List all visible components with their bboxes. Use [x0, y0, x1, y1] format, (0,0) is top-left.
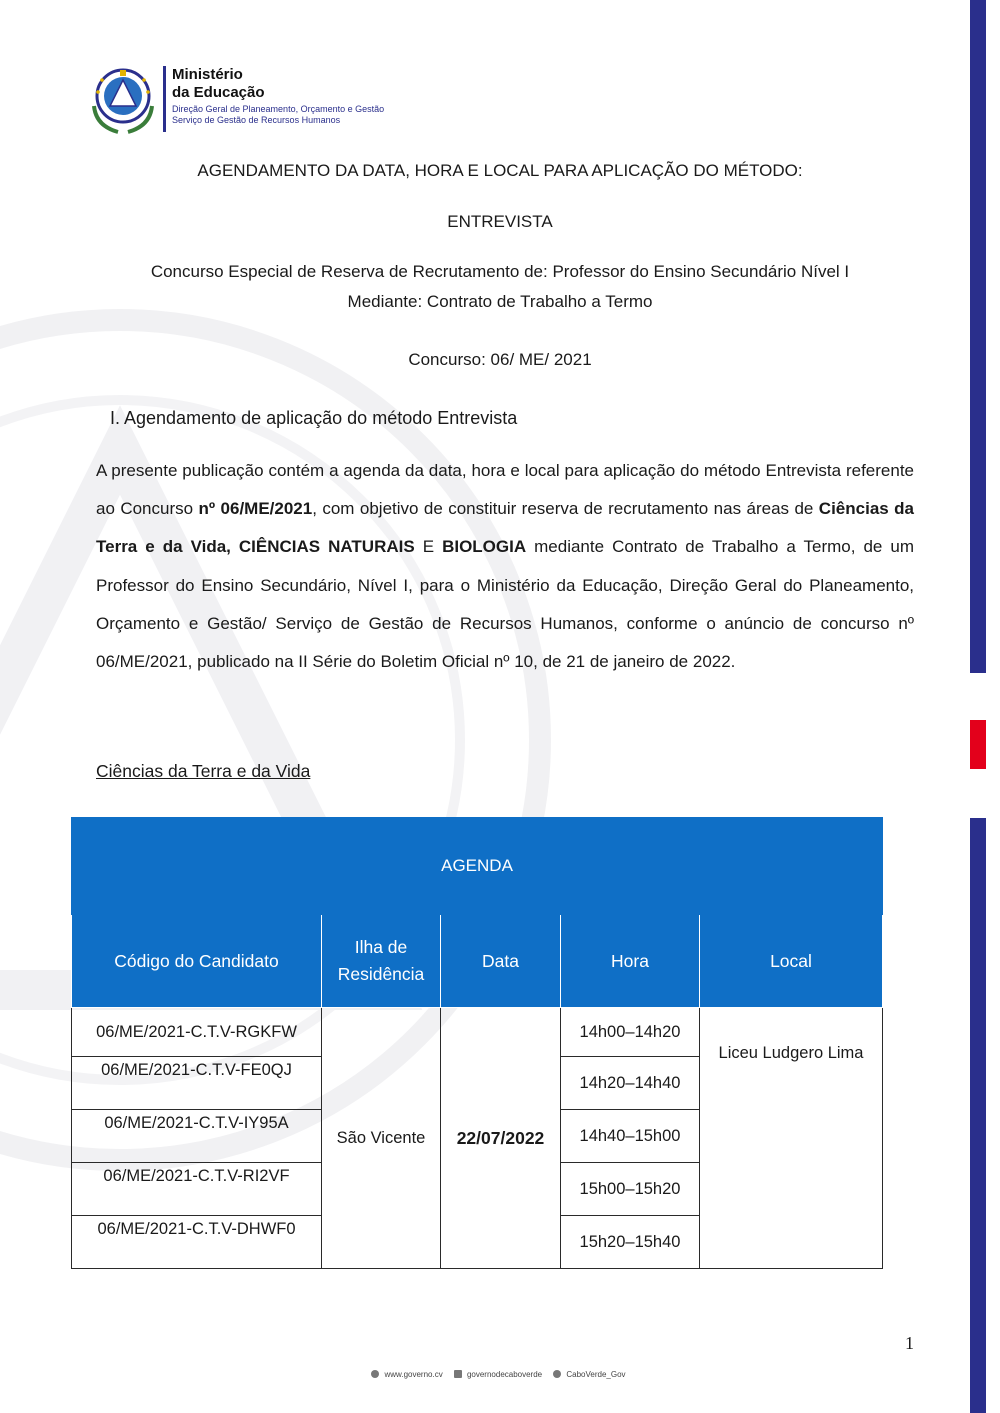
time-slot: 14h00–14h20: [561, 1008, 700, 1057]
paragraph-bold: nº 06/ME/2021: [198, 499, 313, 519]
logo-divider: [163, 66, 166, 132]
time-slot: 14h40–15h00: [561, 1110, 700, 1163]
footer-twitter[interactable]: [553, 1370, 628, 1379]
twitter-icon: [553, 1370, 561, 1378]
column-header-code: Código do Candidato: [72, 915, 322, 1008]
document-title: AGENDAMENTO DA DATA, HORA E LOCAL PARA APLICAÇÃO DO MÉTODO:: [197, 161, 803, 180]
agenda-table: [71, 817, 883, 1269]
service-name: Serviço de Gestão de Recursos Humanos: [172, 115, 341, 125]
area-title: Ciências da Terra e da Vida: [96, 761, 311, 781]
mediante-label: Mediante:: [347, 292, 423, 311]
ministry-name-line2: da Educação: [172, 84, 265, 101]
paragraph-bold: Ciências da Terra e da Vida, CIÊNCIAS NATURAIS: [96, 499, 914, 557]
candidate-code: 06/ME/2021-C.T.V-RI2VF: [72, 1163, 322, 1216]
right-accent-bar-red: [970, 720, 986, 769]
footer-facebook[interactable]: [454, 1370, 545, 1379]
candidate-code: 06/ME/2021-C.T.V-FE0QJ: [72, 1057, 322, 1110]
section-title: I. Agendamento de aplicação do método Entrevista: [110, 408, 518, 428]
date-cell: 22/07/2022: [441, 1008, 561, 1269]
candidate-code: 06/ME/2021-C.T.V-RGKFW: [72, 1008, 322, 1057]
contest-value: Professor do Ensino Secundário Nível I: [547, 262, 850, 281]
right-accent-bar-blue: [970, 0, 986, 673]
contest-label: Concurso Especial de Reserva de Recrutamento de:: [150, 262, 548, 281]
paragraph-text: , com objetivo de constituir reserva de recrutamento nas áreas de: [312, 499, 819, 519]
footer-website[interactable]: [371, 1370, 445, 1379]
logo-text: [172, 66, 384, 126]
column-header-time: Hora: [561, 915, 700, 1008]
method-title: ENTREVISTA: [447, 212, 553, 231]
time-slot: 15h20–15h40: [561, 1216, 700, 1269]
agenda-table-title: AGENDA: [72, 818, 883, 915]
page-number: 1: [905, 1333, 914, 1353]
footer-facebook-text: governodecaboverde: [466, 1370, 543, 1379]
time-slot: 15h00–15h20: [561, 1163, 700, 1216]
ministry-logo: [86, 62, 386, 136]
candidate-code: 06/ME/2021-C.T.V-DHWF0: [72, 1216, 322, 1269]
paragraph-text: E: [414, 537, 443, 557]
coat-of-arms-icon: [86, 62, 160, 136]
concurso-label: Concurso:: [408, 350, 486, 369]
mediante-line: [0, 292, 1000, 312]
body-paragraph: [96, 452, 914, 681]
island-cell: São Vicente: [322, 1008, 441, 1269]
column-header-location: Local: [700, 915, 883, 1008]
facebook-icon: [454, 1370, 462, 1378]
paragraph-bold: BIOLOGIA: [442, 537, 527, 557]
contest-line: [0, 262, 1000, 282]
globe-icon: [371, 1370, 379, 1378]
right-accent-bar-blue-bottom: [970, 818, 986, 1413]
paragraph-text: mediante Contrato de Trabalho a Termo, de um Professor do Ensino Secundário, Nível I, para o Ministério da Educação, Direção Geral do Planeamento, Orçamento e Gestão/ Serviço de Gestão de Recursos Humanos, conforme o anúncio de concurso nº 06/ME/2021, publicado na II Série do Boletim Oficial nº 10, de 21 de janeiro de 2022.: [96, 537, 914, 672]
ministry-name-line1: Ministério: [172, 66, 243, 83]
time-slot: 14h20–14h40: [561, 1057, 700, 1110]
location-cell: Liceu Ludgero Lima: [700, 1008, 883, 1269]
footer-website-text: www.governo.cv: [384, 1370, 443, 1379]
concurso-line: [0, 350, 1000, 370]
column-header-island: Ilha de Residência: [322, 915, 441, 1008]
footer: [0, 1370, 1000, 1379]
concurso-value: 06/ ME/ 2021: [485, 350, 592, 369]
candidate-code: 06/ME/2021-C.T.V-IY95A: [72, 1110, 322, 1163]
column-header-date: Data: [441, 915, 561, 1008]
table-row: [72, 1008, 883, 1057]
mediante-value: Contrato de Trabalho a Termo: [422, 292, 653, 311]
paragraph-text: A presente publicação contém a agenda da data, hora e local para aplicação do método Entrevista referente ao Concurso: [96, 461, 914, 519]
footer-twitter-text: CaboVerde_Gov: [566, 1370, 626, 1379]
department-name: Direção Geral de Planeamento, Orçamento e Gestão: [172, 104, 385, 114]
